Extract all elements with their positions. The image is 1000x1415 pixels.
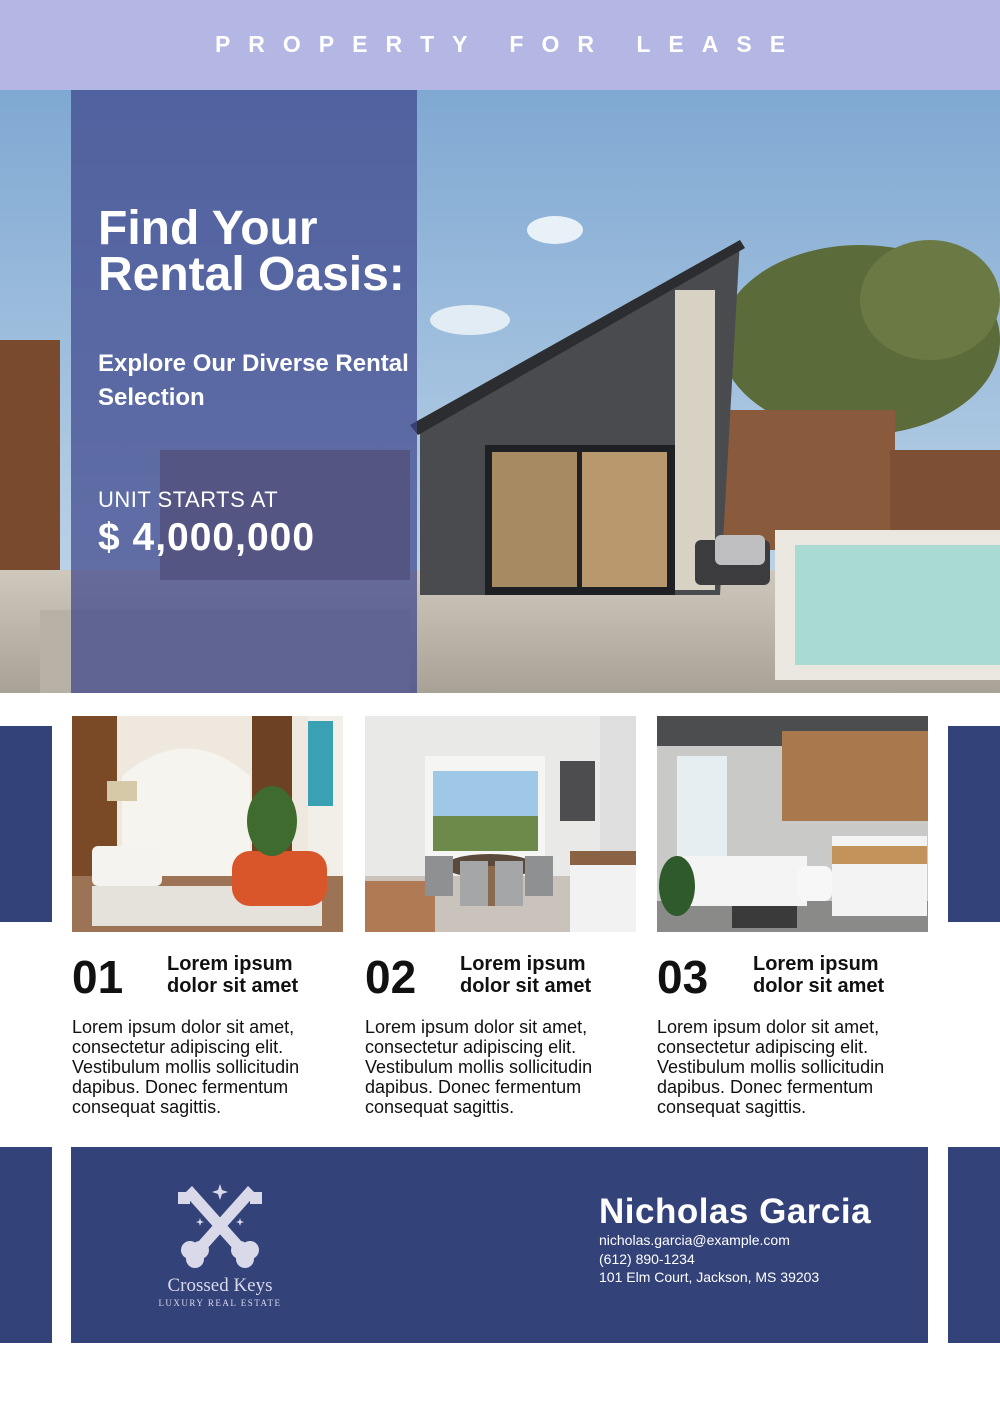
hero-title: Find Your Rental Oasis: xyxy=(98,202,405,301)
feature-title: Lorem ipsum dolor sit amet xyxy=(167,953,299,997)
top-banner xyxy=(0,0,1000,90)
feature-title: Lorem ipsum dolor sit amet xyxy=(753,953,885,997)
side-block-left-bottom xyxy=(0,1147,52,1343)
feature-number: 02 xyxy=(365,951,417,1003)
logo-tagline: LUXURY REAL ESTATE xyxy=(158,1298,282,1308)
feature-title: Lorem ipsum dolor sit amet xyxy=(460,953,592,997)
logo-name: Crossed Keys xyxy=(167,1275,273,1296)
living-room-photo xyxy=(72,716,343,932)
agent-phone[interactable]: (612) 890-1234 xyxy=(599,1251,695,1267)
side-block-left xyxy=(0,726,52,922)
banner-title: PROPERTY FOR LEASE xyxy=(214,31,804,57)
agent-address: 101 Elm Court, Jackson, MS 39203 xyxy=(599,1269,820,1285)
side-block-right xyxy=(948,726,1000,922)
agent-email[interactable]: nicholas.garcia@example.com xyxy=(599,1232,790,1248)
hero-subtitle: Explore Our Diverse Rental Selection xyxy=(98,350,409,411)
feature-number: 01 xyxy=(72,951,124,1003)
feature-number: 03 xyxy=(657,951,709,1003)
feature-description: Lorem ipsum dolor sit amet, consectetur adipiscing elit. Vestibulum mollis sollicitudin dapibus. Donec fermentum consequat sagittis. xyxy=(365,1017,593,1117)
agent-name: Nicholas Garcia xyxy=(599,1192,872,1231)
price-value: $ 4,000,000 xyxy=(98,516,316,559)
side-block-right-bottom xyxy=(948,1147,1000,1343)
dining-room-photo xyxy=(365,716,636,932)
price-label: UNIT STARTS AT xyxy=(98,487,279,512)
feature-description: Lorem ipsum dolor sit amet, consectetur adipiscing elit. Vestibulum mollis sollicitudin dapibus. Donec fermentum consequat sagittis. xyxy=(72,1017,300,1117)
feature-description: Lorem ipsum dolor sit amet, consectetur adipiscing elit. Vestibulum mollis sollicitudin dapibus. Donec fermentum consequat sagittis. xyxy=(657,1017,885,1117)
bathroom-photo xyxy=(657,716,928,932)
